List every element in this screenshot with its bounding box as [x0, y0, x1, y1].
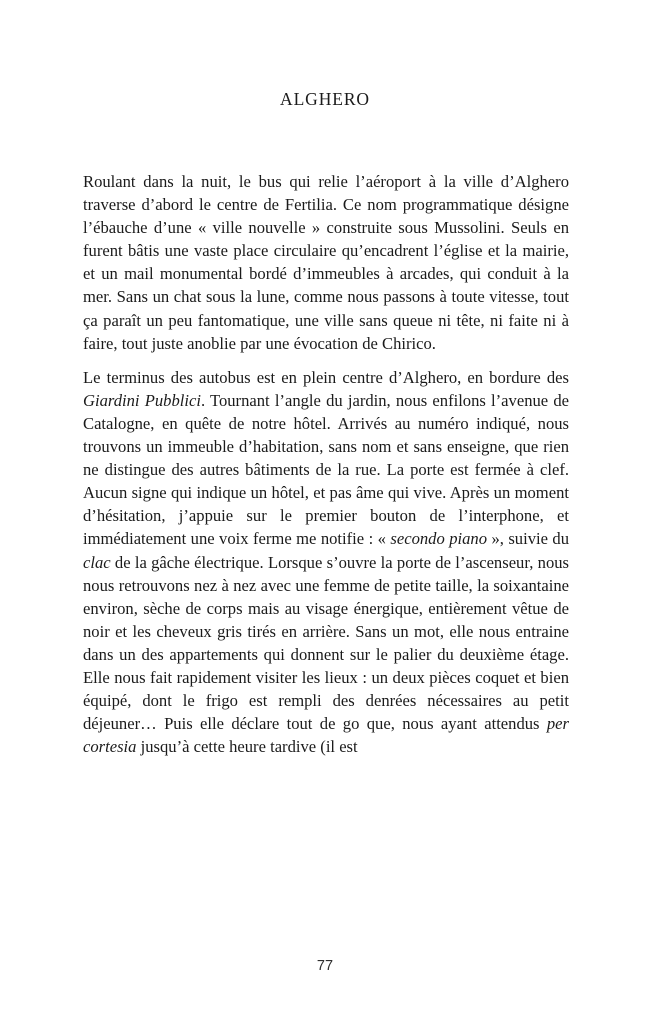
italic-phrase: secondo piano	[390, 529, 487, 549]
body-paragraph: Le terminus des autobus est en plein centre d’Alghero, en bordure des Giardini Pubblici. Tournant l’angle du jardin, nous enfilons l’avenue de Catalogne, en quête de notre hôtel. Arrivés au numéro indiqué, nous trouvons un immeuble d’habitation, sans nom et sans enseigne, que rien ne distingue des autres bâtiments de la rue. La porte est fermée à clef. Aucun signe qui indique un hôtel, et pas âme qui vive. Après un moment d’hésitation, j’appuie sur le premier bouton de l’interphone, et immédiatement une voix ferme me notifie : « secondo piano », suivie du clac de la gâche électrique. Lorsque s’ouvre la porte de l’ascenseur, nous nous retrouvons nez à nez avec une femme de petite taille, la soixantaine environ, sèche de corps mais au visage énergique, entièrement vêtue de noir et les cheveux gris tirés en arrière. Sans un mot, elle nous entraine dans un des appartements qui donnent sur le palier du deuxième étage. Elle nous fait rapidement visiter les lieux : un deux pièces coquet et bien équipé, dont le frigo est rempli des denrées nécessaires au petit déjeuner… Puis elle déclare tout de go que, nous ayant attendus per cortesia jusqu’à cette heure tardive (il est	[83, 367, 570, 757]
chapter-title: ALGHERO	[280, 89, 370, 109]
body-text-column	[83, 170, 569, 758]
italic-phrase: clac	[83, 552, 111, 572]
italic-phrase: per cortesia	[83, 714, 569, 757]
body-paragraph: Roulant dans la nuit, le bus qui relie l’aéroport à la ville d’Alghero traverse d’abord le centre de Fertilia. Ce nom programmatique désigne l’ébauche d’une « ville nouvelle » construite sous Mussolini. Seuls en furent bâtis une vaste place circulaire qu’encadrent l’église et la mairie, et un mail monumental bordé d’immeubles à arcades, qui conduit à la mer. Sans un chat sous la lune, comme nous passons à toute vitesse, tout ça paraît un peu fantomatique, une ville sans queue ni tête, ni faite ni à faire, tout juste anoblie par une évocation de Chirico.	[83, 172, 569, 353]
italic-phrase: Giardini Pubblici	[83, 390, 201, 410]
page-number: 77	[316, 958, 334, 974]
